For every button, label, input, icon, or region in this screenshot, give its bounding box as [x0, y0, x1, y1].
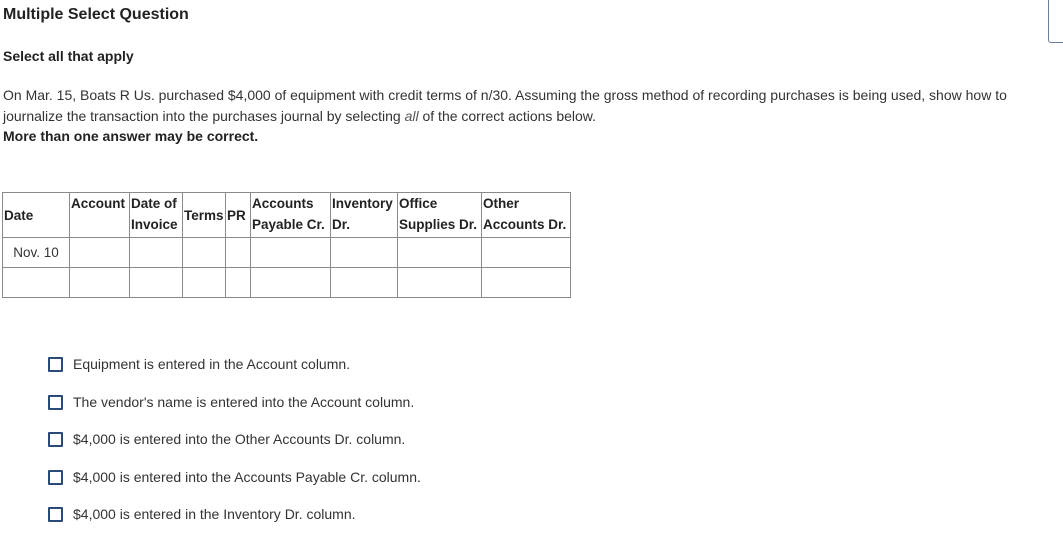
option-label[interactable]: The vendor's name is entered into the Account column. [73, 393, 415, 410]
cell-account [70, 238, 130, 268]
header-office-supplies-dr: Office Supplies Dr. [398, 193, 482, 238]
header-account: Account [70, 193, 130, 238]
option-label[interactable]: $4,000 is entered in the Inventory Dr. column. [73, 506, 356, 523]
more-than-one-note: More than one answer may be correct. [3, 128, 259, 144]
header-date-of-invoice: Date of Invoice [130, 193, 183, 238]
checkbox[interactable] [48, 470, 63, 485]
cell-date-of-invoice [130, 268, 183, 298]
cell-inventory [331, 238, 398, 268]
table-row [3, 238, 571, 268]
option-label[interactable]: $4,000 is entered into the Other Accounts Dr. column. [73, 431, 406, 448]
question-text [3, 85, 1063, 127]
answer-option[interactable] [48, 355, 421, 393]
cell-office-supplies [398, 238, 482, 268]
checkbox[interactable] [48, 357, 63, 372]
header-other-accounts-dr: Other Accounts Dr. [482, 193, 571, 238]
cell-other-accounts [482, 238, 571, 268]
checkbox[interactable] [48, 432, 63, 447]
table-header-row [3, 193, 571, 238]
header-terms: Terms [183, 193, 226, 238]
cell-date [3, 268, 70, 298]
question-type-title: Multiple Select Question [3, 6, 189, 23]
cell-date-of-invoice [130, 238, 183, 268]
cell-date: Nov. 10 [3, 238, 70, 268]
option-label[interactable]: Equipment is entered in the Account column. [73, 356, 351, 372]
cell-terms [183, 238, 226, 268]
header-date: Date [3, 193, 70, 238]
answer-option[interactable] [48, 393, 421, 431]
cell-other-accounts [482, 268, 571, 298]
purchases-journal-table [2, 192, 571, 298]
answer-option[interactable] [48, 468, 421, 506]
cell-pr [226, 268, 251, 298]
table-row [3, 268, 571, 298]
answer-option[interactable] [48, 430, 421, 468]
question-emphasis: all [404, 108, 419, 124]
checkbox[interactable] [48, 395, 63, 410]
cell-office-supplies [398, 268, 482, 298]
cell-terms [183, 268, 226, 298]
header-accounts-payable-cr: Accounts Payable Cr. [251, 193, 331, 238]
header-inventory-dr: Inventory Dr. [331, 193, 398, 238]
corner-panel-edge [1048, 0, 1063, 43]
cell-accounts-payable [251, 268, 331, 298]
cell-account [70, 268, 130, 298]
checkbox[interactable] [48, 507, 63, 522]
cell-inventory [331, 268, 398, 298]
instruction-text: Select all that apply [3, 48, 134, 64]
question-part-2: of the correct actions below. [418, 108, 597, 124]
answer-options [48, 355, 421, 543]
cell-accounts-payable [251, 238, 331, 268]
answer-option[interactable] [48, 505, 421, 543]
question-part-1: On Mar. 15, Boats R Us. purchased $4,000 of equipment with credit terms of n/30. Assuming the gross method of recording purchases is being used, show how to journalize the transaction into the purchases journal by selecting [3, 87, 1007, 124]
header-pr: PR [226, 193, 251, 238]
option-label[interactable]: $4,000 is entered into the Accounts Payable Cr. column. [73, 468, 421, 485]
cell-pr [226, 238, 251, 268]
